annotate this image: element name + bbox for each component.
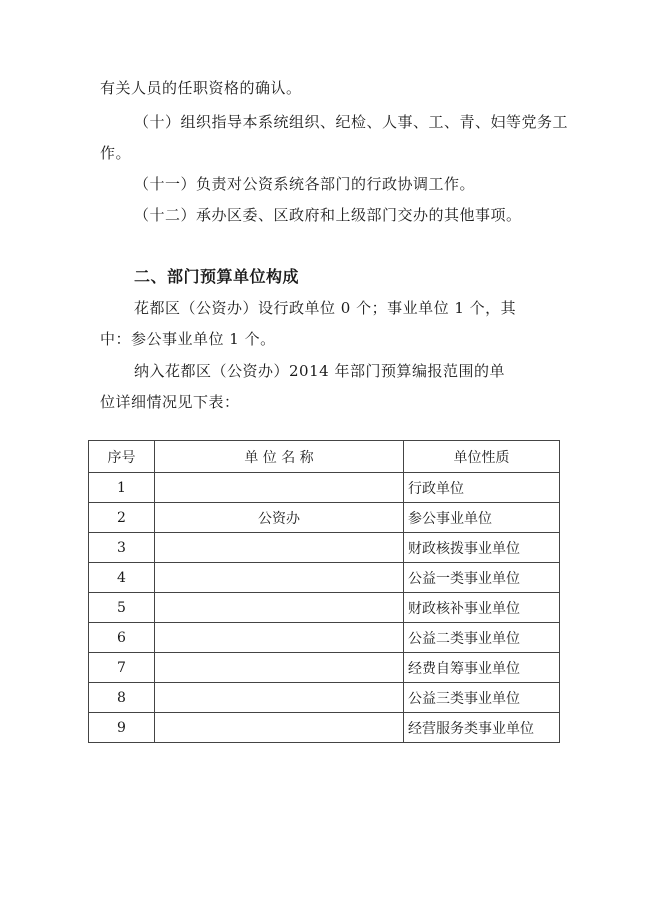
- row-unit-type: 经营服务类事业单位: [404, 713, 560, 743]
- row-unit-name: [155, 473, 404, 503]
- row-unit-type: 财政核拨事业单位: [404, 533, 560, 563]
- table-row: [89, 473, 560, 503]
- budget-units-table: [88, 440, 560, 743]
- row-no: 2: [89, 503, 155, 533]
- row-unit-type: 行政单位: [404, 473, 560, 503]
- row-unit-name: [155, 563, 404, 593]
- paragraph-qualification: 有关人员的任职资格的确认。: [100, 79, 302, 97]
- table-row: [89, 623, 560, 653]
- table-header-row: [89, 441, 560, 473]
- header-no: 序号: [89, 441, 155, 473]
- table-row: [89, 533, 560, 563]
- table-row: [89, 503, 560, 533]
- row-unit-name: [155, 713, 404, 743]
- paragraph-item-11: （十一）负责对公资系统各部门的行政协调工作。: [134, 175, 476, 193]
- row-no: 6: [89, 623, 155, 653]
- paragraph-item-12: （十二）承办区委、区政府和上级部门交办的其他事项。: [134, 206, 522, 224]
- row-no: 8: [89, 683, 155, 713]
- table-row: [89, 563, 560, 593]
- paragraph-scope-cont: 位详细情况见下表：: [100, 393, 240, 411]
- row-unit-type: 参公事业单位: [404, 503, 560, 533]
- table-row: [89, 683, 560, 713]
- row-unit-name: [155, 623, 404, 653]
- paragraph-intro: 花都区（公资办）设行政单位 0 个；事业单位 1 个，其: [134, 299, 517, 317]
- header-unit-type: 单位性质: [404, 441, 560, 473]
- row-unit-name: [155, 653, 404, 683]
- row-no: 9: [89, 713, 155, 743]
- row-no: 4: [89, 563, 155, 593]
- row-unit-name: [155, 683, 404, 713]
- row-unit-type: 公益一类事业单位: [404, 563, 560, 593]
- paragraph-scope: 纳入花都区（公资办）2014 年部门预算编报范围的单: [134, 362, 505, 380]
- row-no: 3: [89, 533, 155, 563]
- paragraph-intro-cont: 中：参公事业单位 1 个。: [100, 330, 276, 348]
- table-row: [89, 713, 560, 743]
- header-unit-name: 单 位 名 称: [155, 441, 404, 473]
- row-unit-name: 公资办: [155, 503, 404, 533]
- row-no: 1: [89, 473, 155, 503]
- paragraph-item-10-cont: 作。: [100, 144, 132, 162]
- row-unit-type: 经费自筹事业单位: [404, 653, 560, 683]
- row-unit-name: [155, 533, 404, 563]
- row-no: 5: [89, 593, 155, 623]
- table-row: [89, 593, 560, 623]
- row-unit-type: 公益三类事业单位: [404, 683, 560, 713]
- row-unit-name: [155, 593, 404, 623]
- table-row: [89, 653, 560, 683]
- section-heading: 二、部门预算单位构成: [134, 267, 300, 286]
- paragraph-item-10: （十）组织指导本系统组织、纪检、人事、工、青、妇等党务工: [134, 113, 569, 131]
- row-no: 7: [89, 653, 155, 683]
- row-unit-type: 财政核补事业单位: [404, 593, 560, 623]
- row-unit-type: 公益二类事业单位: [404, 623, 560, 653]
